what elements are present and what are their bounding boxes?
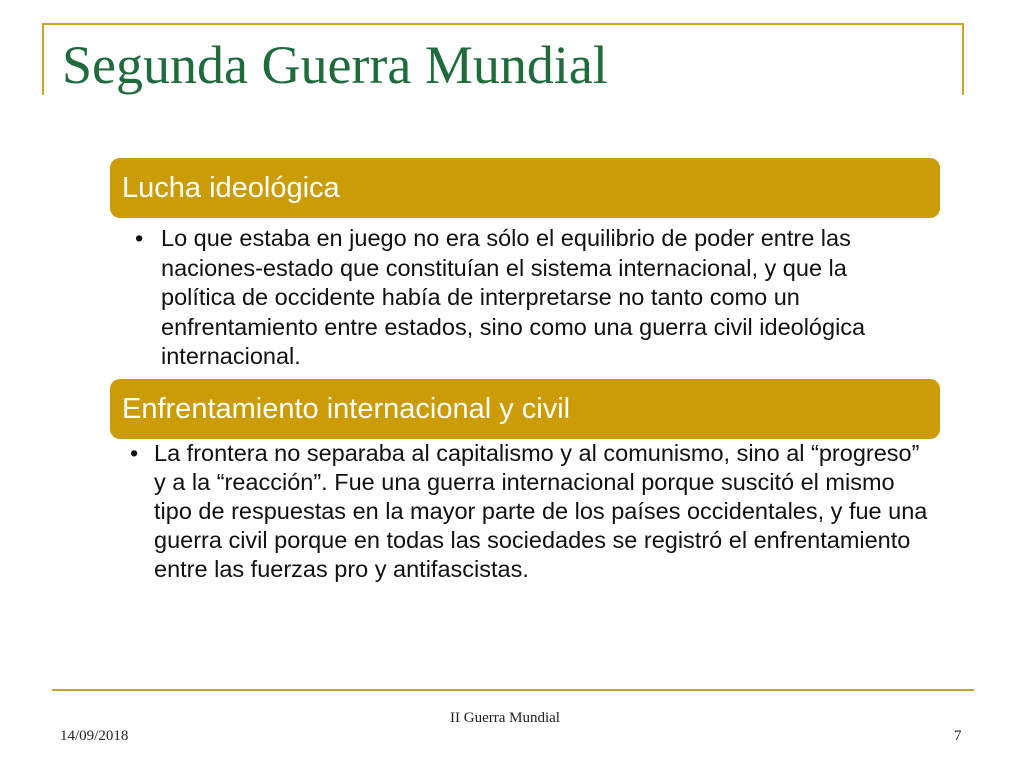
- section-heading-lucha-ideologica: [110, 158, 940, 218]
- bullet-marker: •: [135, 225, 144, 251]
- section-heading-label: Lucha ideológica: [122, 171, 340, 204]
- footer-title: II Guerra Mundial: [450, 710, 560, 726]
- slide-title: Segunda Guerra Mundial: [62, 35, 608, 95]
- footer-date: 14/09/2018: [60, 728, 129, 744]
- bullet-text: Lo que estaba en juego no era sólo el equilibrio de poder entre las naciones-estado que constituían el sistema internacional, y que la política de occidente había de interpretarse no tanto como un enfrentamiento entre estados, sino como una guerra civil ideológica internacional.: [161, 225, 866, 369]
- section-body-enfrentamiento: [130, 439, 930, 584]
- bullet-item: [135, 224, 925, 372]
- section-heading-enfrentamiento: [110, 379, 940, 439]
- section-body-lucha-ideologica: [135, 224, 925, 372]
- bullet-item: [130, 439, 930, 584]
- bullet-marker: •: [130, 440, 139, 466]
- title-frame-top-line: [42, 23, 964, 25]
- title-frame-right-line: [962, 23, 964, 95]
- title-frame-left-line: [42, 23, 44, 95]
- section-heading-label: Enfrentamiento internacional y civil: [122, 392, 571, 425]
- bullet-text: La frontera no separaba al capitalismo y al comunismo, sino al “progreso” y a la “reacción”. Fue una guerra internacional porque suscitó el mismo tipo de respuestas en la mayor parte de los países occidentales, y fue una guerra civil porque en todas las sociedades se registró el enfrentamiento entre las fuerzas pro y antifascistas.: [154, 440, 928, 582]
- page-number: 7: [954, 728, 962, 744]
- footer-divider: [52, 689, 974, 691]
